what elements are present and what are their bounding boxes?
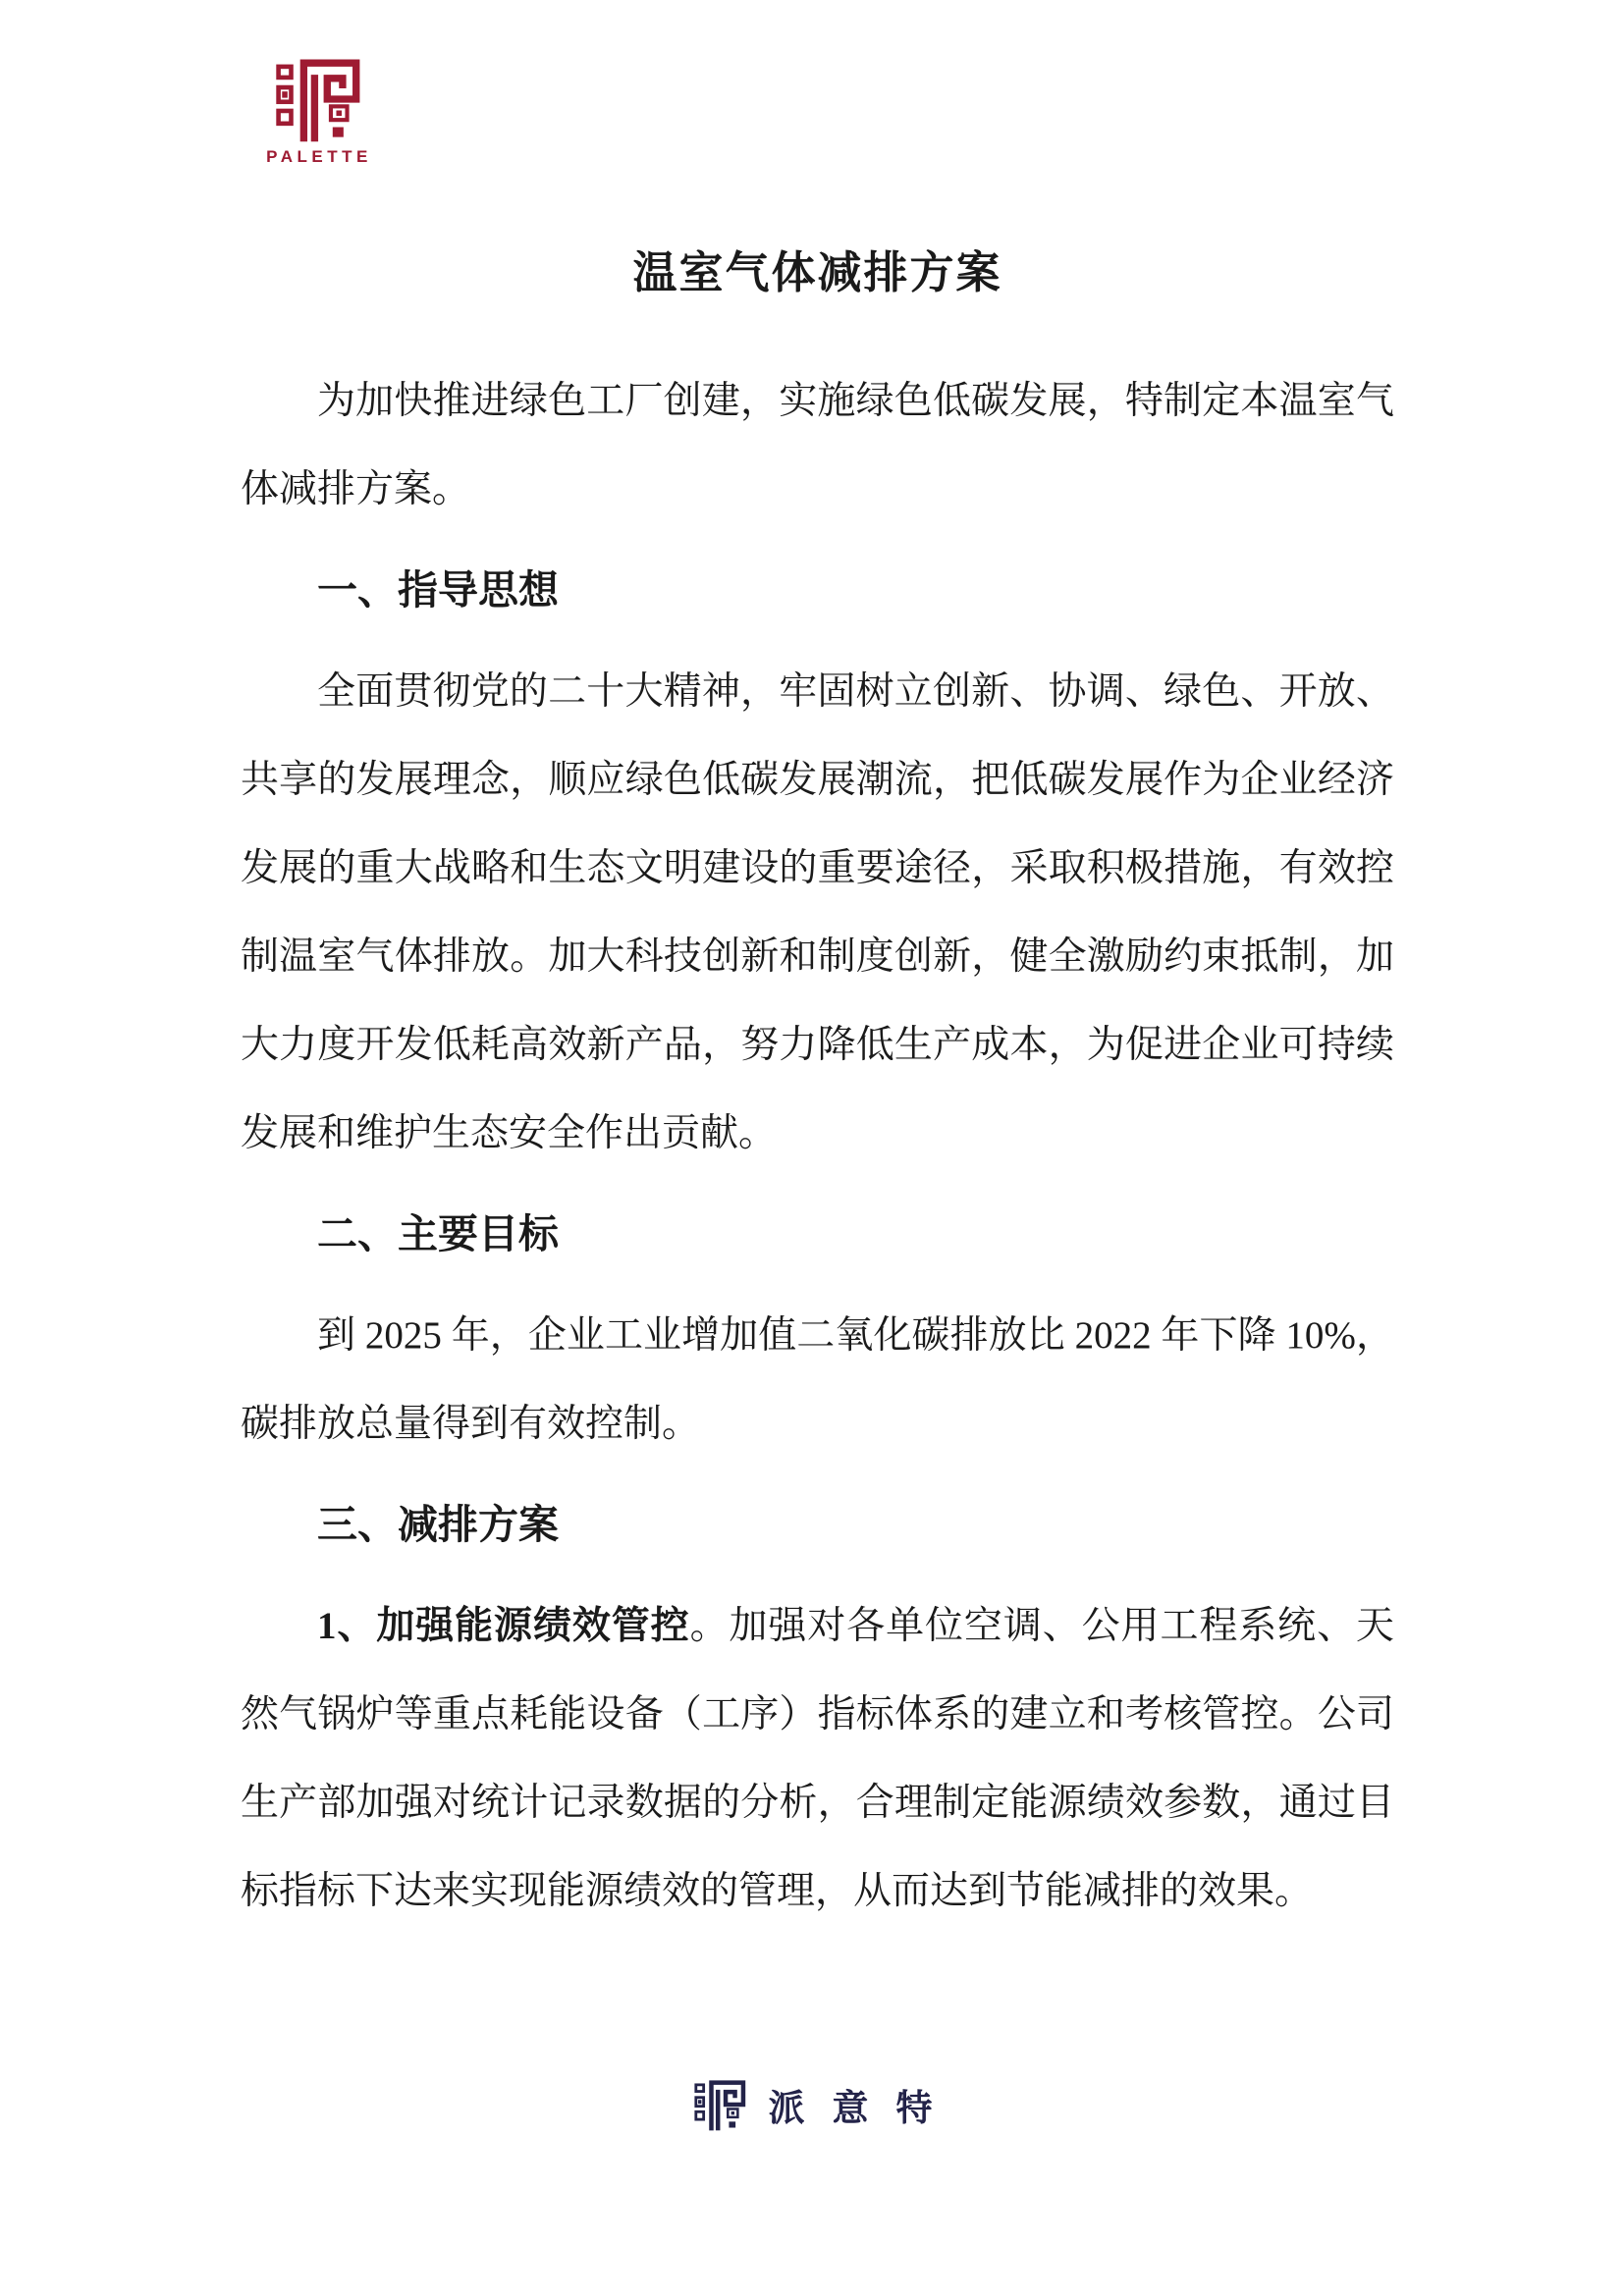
palette-logo-text: PALETTE xyxy=(266,147,372,166)
reduction-plan-item-1-text: 。加强对各单位空调、公用工程系统、天然气锅炉等重点耗能设备（工序）指标体系的建立和考核管控。公司生产部加强对统计记录数据的分析，合理制定能源绩效参数，通过目标指标下达来实现能源绩效的管理，从而达到节能减排的效果。 xyxy=(241,1605,1394,1912)
intro-paragraph: 为加快推进绿色工厂创建，实施绿色低碳发展，特制定本温室气体减排方案。 xyxy=(241,380,1394,510)
paiyite-logo xyxy=(0,2077,1624,2132)
section-body-guiding-ideology: 全面贯彻党的二十大精神，牢固树立创新、协调、绿色、开放、共享的发展理念，顺应绿色低碳发展潮流，把低碳发展作为企业经济发展的重大战略和生态文明建设的重要途径，采取积极措施，有效控制温室气体排放。加大科技创新和制度创新，健全激励约束抵制，加大力度开发低耗高效新产品，努力降低生产成本，为促进企业可持续发展和维护生态安全作出贡献。 xyxy=(241,670,1394,1154)
reduction-plan-item-1-lead: 1、加强能源绩效管控 xyxy=(317,1605,690,1647)
paiyite-logo-text: 派意特 xyxy=(768,2089,960,2129)
section-heading-guiding-ideology: 一、指导思想 xyxy=(317,567,559,613)
section-heading-main-goals: 二、主要目标 xyxy=(317,1211,559,1256)
section-heading-reduction-plan: 三、减排方案 xyxy=(317,1502,559,1547)
palette-logo-icon xyxy=(269,54,369,144)
palette-logo xyxy=(265,54,373,167)
document-title: 温室气体减排方案 xyxy=(632,248,1002,297)
section-body-main-goals: 到 2025 年，企业工业增加值二氧化碳排放比 2022 年下降 10%，碳排放总量得到有效控制。 xyxy=(241,1314,1394,1445)
reduction-plan-item-1 xyxy=(241,1582,1394,1936)
paiyite-logo-icon xyxy=(692,2077,749,2132)
